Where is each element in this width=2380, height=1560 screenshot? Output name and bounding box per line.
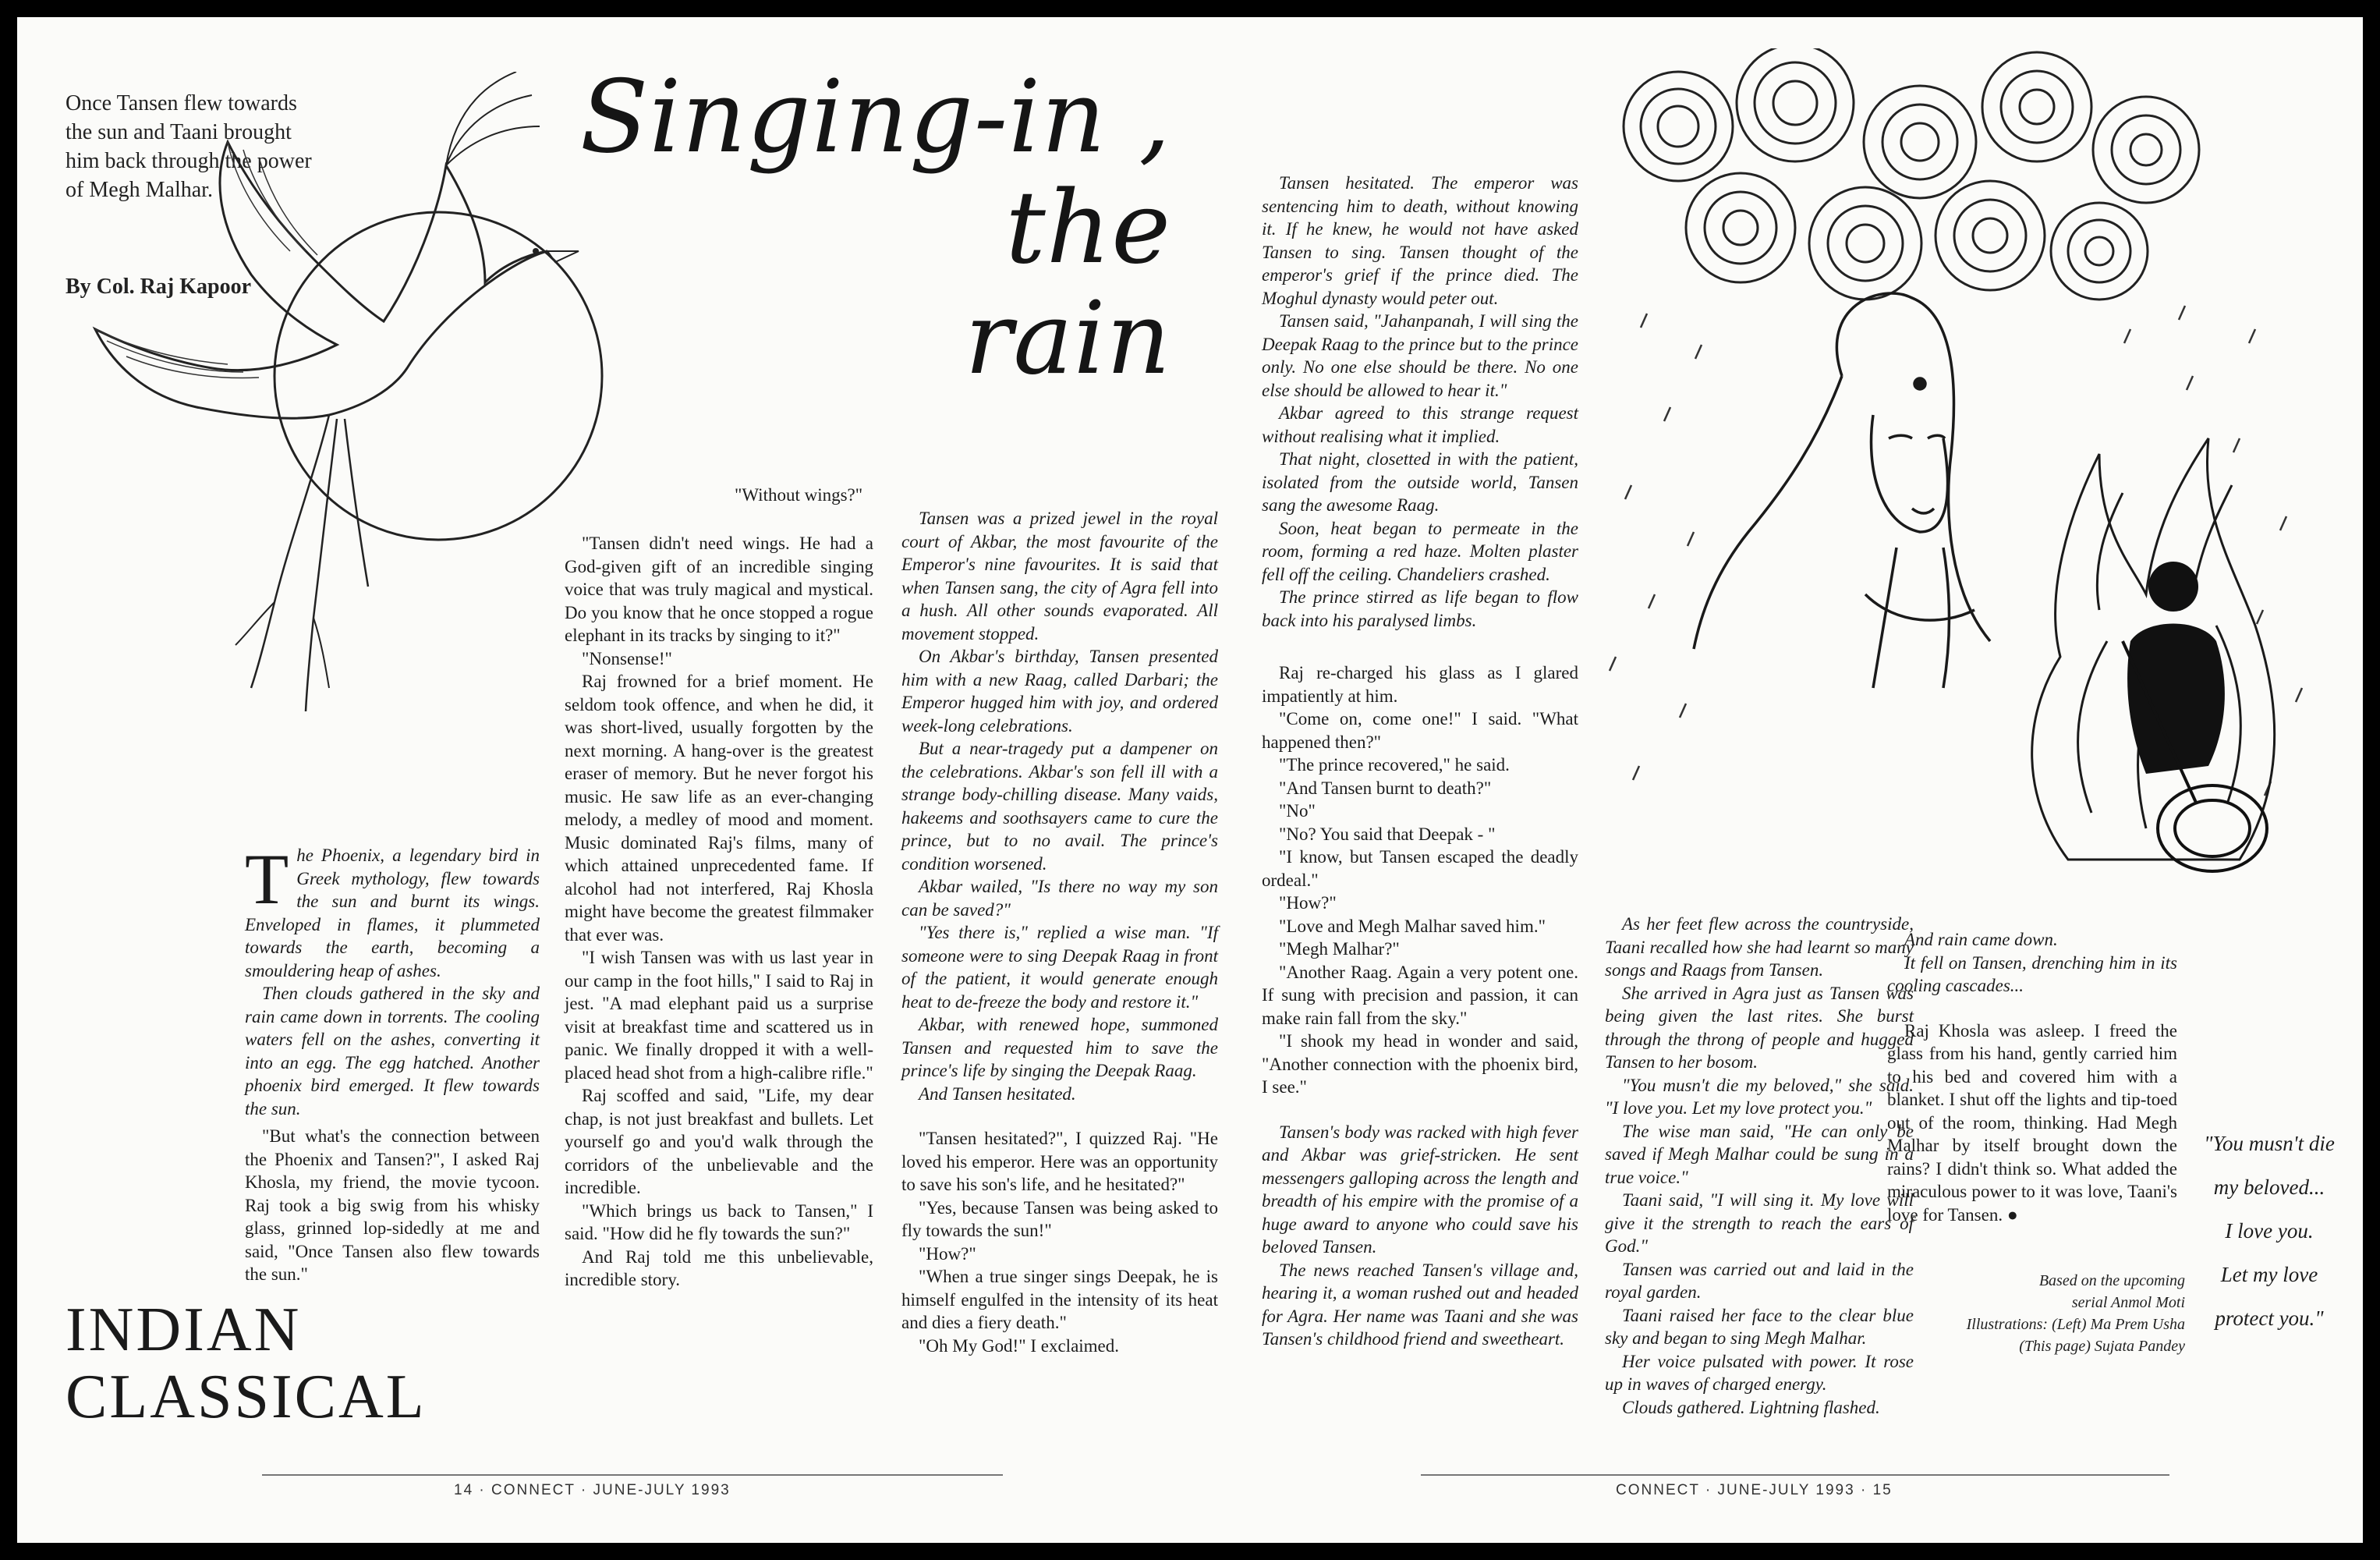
col1-p2: Then clouds gathered in the sky and rain came down in torrents. The cooling waters fell on the ashes, converting it into an egg. The egg hatched. Another phoenix bird emerged. It flew towards the sun. [245,984,540,1119]
col4-p2: Tansen said, "Jahanpanah, I will sing the Deepak Raag to the prince but to the prince only. No one else should be there. No one else should be allowed to hear it." [1262,311,1578,400]
col5-p7: Taani raised her face to the clear blue sky and began to sing Megh Malhar. [1605,1305,1914,1348]
col5-p2: She arrived in Agra just as Tansen was being given the last rites. She burst through the throng of people and hugged Tansen to her bosom. [1605,983,1914,1072]
quote-line-2: my beloved... [2213,1175,2325,1199]
col4-p6: The prince stirred as life began to flow back into his paralysed limbs. [1262,587,1578,630]
col2-p3: Raj frowned for a brief moment. He seldom took offence, and when he did, it was short-lived, usually forgotten by the next morning. A hang-over is the greatest eraser of memory. But he never forgot his music. He saw life as an ever-changing melody, a medley of mood and moment. Music dominated Raj's films, many of which attained unprecedented fame. If alcohol had not interfered, Raj Khosla might have become the greatest filmmaker that ever was. [565,672,873,945]
col4-p15: "Love and Megh Malhar saved him." [1279,916,1546,936]
col4-p12: "No? You said that Deepak - " [1279,824,1496,844]
column-1 [245,839,540,1120]
col6-p2: It fell on Tansen, drenching him in its cooling cascades... [1887,952,2177,995]
column-3 [901,507,1218,1357]
col4-p11: "No" [1279,801,1316,821]
col5-p6: Tansen was carried out and laid in the royal garden. [1605,1259,1914,1302]
col4-p5: Soon, heat began to permeate in the room, forming a red haze. Molten plaster fell off the ceiling. Chandeliers crashed. [1262,518,1578,584]
credit-line-4: (This page) Sujata Pandey [2019,1338,2185,1355]
title-line-3: rain [965,281,1171,397]
col2-p2: "Nonsense!" [582,648,672,668]
quote-line-4: Let my love [2220,1263,2318,1286]
col5-p4: The wise man said, "He can only be saved if Megh Malhar could be sung in a true voice." [1605,1121,1914,1187]
credits [1873,1270,2185,1357]
col4-p14: "How?" [1279,893,1337,913]
col4-p1: Tansen hesitated. The emperor was sentencing him to death, without knowing it. If he knew, he would not have asked Tansen to sing. Tansen thought of the emperor's grief if the prince died. The Moghul dynasty would peter out. [1262,173,1578,308]
quote-line-1: "You musn't die [2204,1132,2335,1155]
section-line-2: CLASSICAL [66,1363,427,1431]
column-6 [1887,928,2177,1226]
phoenix-illustration [80,72,625,789]
col3-p10: "How?" [919,1243,976,1264]
credit-line-2: serial Anmol Moti [2071,1294,2185,1311]
col4-p7: Raj re-charged his glass as I glared impatiently at him. [1262,663,1578,706]
col5-p1: As her feet flew across the countryside, Taani recalled how she had learnt so many songs and Raags from Tansen. [1605,914,1914,980]
rain-illustration [1585,48,2333,891]
col1-p3: "But what's the connection between the Phoenix and Tansen?", I asked Raj Khosla, my friend, the movie tycoon. Raj took a big swig from his whisky glass, grinned lop-sidedly at me and said, "Once Tansen also flew towards the sun." [245,1126,540,1284]
footer-rule-right [1421,1474,2169,1476]
col2-p7: And Raj told me this unbelievable, incredible story. [565,1246,873,1289]
clouds [1624,48,2199,300]
col3-p12: "Oh My God!" I exclaimed. [919,1335,1120,1356]
col3-p4: Akbar wailed, "Is there no way my son can be saved?" [901,877,1218,920]
col4-p4: That night, closetted in with the patient, isolated from the outside world, Tansen sang the awesome Raag. [1262,449,1578,515]
col2-p5: Raj scoffed and said, "Life, my dear chap, is not just breakfast and bullets. Let yourself go and you'd walk through the corridors of the unbelievable and the incredible. [565,1086,873,1197]
col5-p3: "You musn't die my beloved," she said. "I love you. Let my love protect you." [1605,1075,1914,1118]
col4-p19: Tansen's body was racked with high fever and Akbar was grief-stricken. He sent messengers galloping across the length and breadth of his empire with the promise of a huge award to anyone who could save his beloved Tansen. [1262,1122,1578,1257]
taani-figure [1694,293,1990,688]
col3-p7: And Tansen hesitated. [919,1083,1076,1104]
col5-p9: Clouds gathered. Lightning flashed. [1622,1397,1880,1417]
col4-p8: "Come on, come one!" I said. "What happened then?" [1262,709,1578,752]
col5-p8: Her voice pulsated with power. It rose up in waves of charged energy. [1605,1351,1914,1394]
col4-p13: "I know, but Tansen escaped the deadly ordeal." [1262,847,1578,890]
col4-p3: Akbar agreed to this strange request without realising what it implied. [1262,403,1578,446]
col5-p5: Taani said, "I will sing it. My love will give it the strength to reach the ears of God." [1605,1190,1914,1256]
col3-p2: On Akbar's birthday, Tansen presented him with a new Raag, called Darbari; the Emperor hugged him with joy, and ordered week-long celebrations. [901,647,1218,736]
col4-p9: "The prince recovered," he said. [1279,755,1510,775]
col4-p16: "Megh Malhar?" [1279,939,1400,959]
title-line-1: Singing-in , [579,59,1171,176]
column-4 [1262,172,1578,632]
quote-line-3: I love you. [2225,1219,2314,1243]
col6-p3: Raj Khosla was asleep. I freed the glass from his hand, gently carried him to his bed and covered him with a blanket. I shut off the lights and tip-toed out of the room, thinking. Had Megh Malhar by itself brought down the rains? I didn't think so. What added the miraculous power to it was love, Taani's love for Tansen. [1887,1020,2177,1225]
col3-p3: But a near-tragedy put a dampener on the celebrations. Akbar's son fell ill with a strange body-chilling disease. Many vaids, hakeems and soothsayers came to cure the prince, but to no avail. The prince's condition worsened. [901,739,1218,874]
col4-p18: "I shook my head in wonder and said, "Another connection with the phoenix bird, I see." [1262,1031,1578,1097]
title-line-2: the [1005,170,1171,286]
col4-p20: The news reached Tansen's village and, hearing it, a woman rushed out and headed for Agra. Her name was Taani and she was Tansen's childhood friend and sweetheart. [1262,1260,1578,1349]
col4-p17: "Another Raag. Again a very potent one. If sung with precision and passion, it can make rain fall from the sky." [1262,962,1578,1028]
col2-p1: "Tansen didn't need wings. He had a God-given gift of an incredible singing voice that was truly magical and mystical. Do you know that he once stopped a rogue elephant in its tracks by singing to it?" [565,534,873,645]
quote-line-5: protect you." [2215,1306,2324,1330]
col3-p8: "Tansen hesitated?", I quizzed Raj. "He loved his emperor. Here was an opportunity to save his son's life, and he hesitated?" [901,1129,1218,1194]
magazine-spread [17,17,2363,1543]
pull-quote [2191,1122,2347,1340]
col3-p6: Akbar, with renewed hope, summoned Tansen and requested him to save the prince's life by singing the Deepak Raag. [901,1015,1218,1080]
col6-p1: And rain came down. [1904,930,2058,949]
article-title [579,59,1171,397]
col1-intro: he Phoenix, a legendary bird in Greek mythology, flew towards the sun and burnt its wings. Enveloped in flames, it plummeted towards the earth, becoming a smouldering heap of ashes. [245,846,540,980]
credit-line-1: Based on the upcoming [2038,1272,2185,1289]
drop-cap: T [245,839,289,919]
byline: By Col. Raj Kapoor [66,275,251,299]
section-label [66,1296,427,1431]
col3-p11: "When a true singer sings Deepak, he is himself engulfed in the intensity of its heat and dies a fiery death." [901,1267,1218,1332]
col2-p4: "I wish Tansen was with us last year in our camp in the foot hills," I said to Raj in jest. "A mad elephant paid us a surprise visit at breakfast time and scattered us in panic. We finally dropped it with a well-placed head shot from a high-calibre rifle." [565,948,873,1083]
column-1-continued [245,1125,540,1286]
col3-p9: "Yes, because Tansen was being asked to fly towards the sun!" [901,1197,1218,1240]
tansen-silhouette [2127,562,2225,774]
col2-p6: "Which brings us back to Tansen," I said. "How did he fly towards the sun?" [565,1200,873,1243]
column-5 [1605,913,1914,1419]
column-2 [735,484,873,507]
footer-right: CONNECT · JUNE-JULY 1993 · 15 [1616,1482,1893,1498]
footer-left: 14 · CONNECT · JUNE-JULY 1993 [454,1482,731,1498]
column-4-dialogue [1262,661,1578,1351]
col4-p10: "And Tansen burnt to death?" [1279,778,1492,798]
footer-rule-left [262,1474,1003,1476]
col3-p1: Tansen was a prized jewel in the royal court of Akbar, the most favourite of the Emperor's nine favourites. It is said that when Tansen sang, the city of Agra fell into a hush. All other sounds evaporated. All movement stopped. [901,509,1218,644]
column-2-body [565,532,873,1292]
col3-p5: "Yes there is," replied a wise man. "If someone were to sing Deepak Raag in front of the patient, it would generate enough heat to de-freeze the body and restore it." [901,923,1218,1012]
section-line-1: INDIAN [66,1296,302,1364]
deck-text: Once Tansen flew towards the sun and Taani brought him back through the power of Megh Malhar. [66,91,312,202]
end-mark: ● [2006,1204,2018,1225]
col2-top: "Without wings?" [735,485,863,505]
credit-line-3: Illustrations: (Left) Ma Prem Usha [1966,1316,2185,1333]
